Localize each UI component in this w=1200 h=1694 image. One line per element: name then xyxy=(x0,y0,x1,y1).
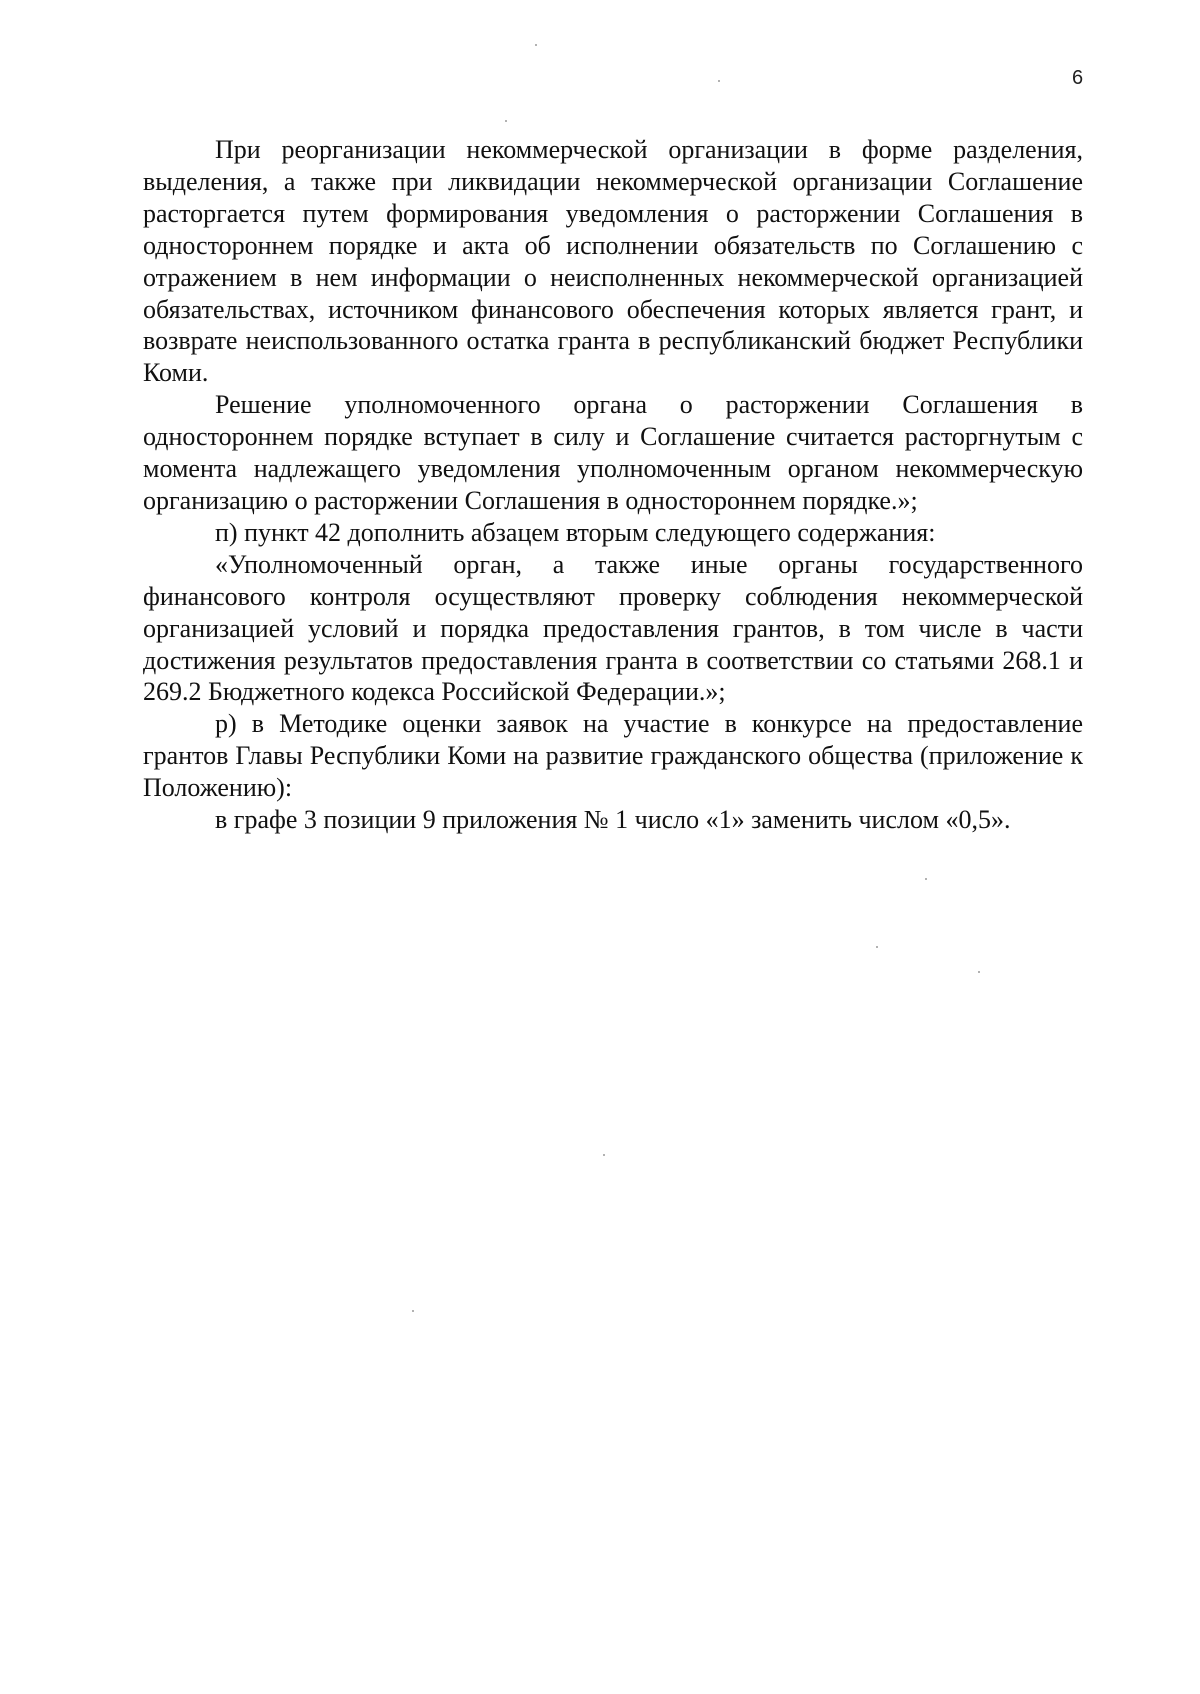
scan-speck xyxy=(876,946,878,948)
scan-speck xyxy=(718,80,720,82)
scan-speck xyxy=(603,1154,605,1156)
page-number: 6 xyxy=(1072,67,1084,89)
paragraph-termination-decision: Решение уполномоченного органа о расторжении Соглашения в одностороннем порядке вступает в силу и Соглашение считается расторгнутым с момента надлежащего уведомления уполномоченным органом некоммерческую организацию о расторжении Соглашения в одностороннем порядке.»; xyxy=(143,390,1083,515)
paragraph-item-p: п) пункт 42 дополнить абзацем вторым следующего содержания: xyxy=(215,517,936,547)
scan-speck xyxy=(978,971,980,973)
scan-speck xyxy=(412,1310,414,1312)
scan-speck xyxy=(505,120,507,122)
scan-speck xyxy=(535,44,537,46)
paragraph-item-r: р) в Методике оценки заявок на участие в конкурсе на предоставление грантов Главы Республики Коми на развитие гражданского общества (приложение к Положению): xyxy=(143,709,1083,803)
paragraph-replacement: в графе 3 позиции 9 приложения № 1 число «1» заменить числом «0,5». xyxy=(215,805,1011,835)
paragraph-control-bodies: «Уполномоченный орган, а также иные органы государственного финансового контроля осуществляют проверку соблюдения некоммерческой организацией условий и порядка предоставления грантов, в том числе в части достижения результатов предоставления гранта в соответствии со статьями 268.1 и 269.2 Бюджетного кодекса Российской Федерации.»; xyxy=(143,549,1083,707)
document-body xyxy=(143,134,1083,836)
scan-speck xyxy=(925,878,927,880)
paragraph-reorganization: При реорганизации некоммерческой организации в форме разделения, выделения, а также при ликвидации некоммерческой организации Соглашение расторгается путем формирования уведомления о расторжении Соглашения в одностороннем порядке и акта об исполнении обязательств по Соглашению с отражением в нем информации о неисполненных некоммерческой организацией обязательствах, источником финансового обеспечения которых является грант, и возврате неиспользованного остатка гранта в республиканский бюджет Республики Коми. xyxy=(143,135,1083,388)
